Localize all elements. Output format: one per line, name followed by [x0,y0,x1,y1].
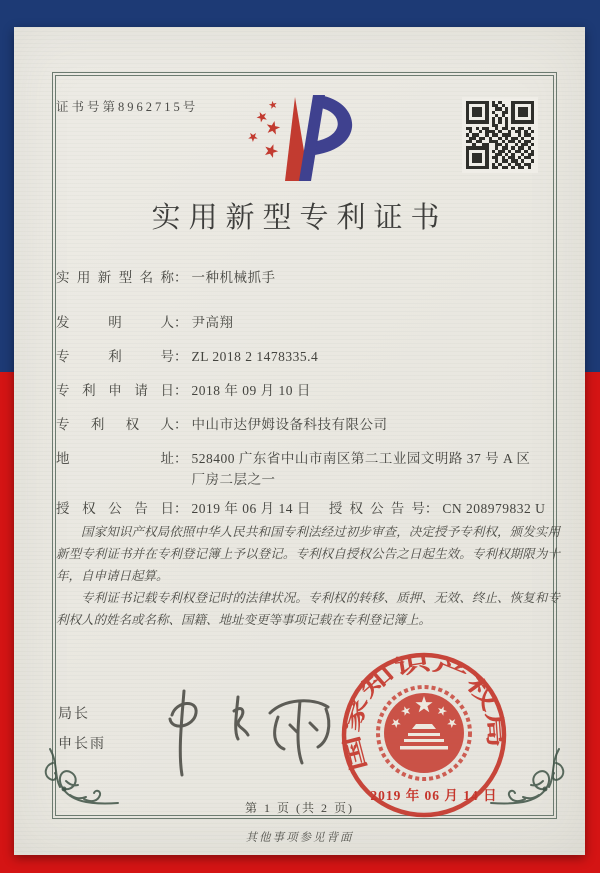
field-colon: ： [174,417,188,432]
field-colon: ： [174,451,188,466]
corner-flourish-icon [40,741,120,821]
seal-text: 国家知识产权局 [339,651,508,774]
field-colon: ： [174,383,188,398]
certificate-paper [14,27,585,855]
seal-date: 2019 年 06 月 14 日 [370,788,498,803]
field-colon: ： [174,501,188,516]
field-value: 中山市达伊姆设备科技有限公司 [191,417,388,432]
qr-code [462,97,538,173]
field-colon: ： [174,315,188,330]
certificate-number: 证书号第8962715号 [56,100,199,114]
field-row-address [56,448,558,490]
field-value: 2018 年 09 月 10 日 [191,383,311,398]
field-label: 专利权人 [56,417,174,432]
field-row-inventor [56,312,558,333]
field-label: 发明人 [56,315,174,330]
signature-handwriting [142,677,357,792]
field-label: 地址 [56,451,174,466]
issuer-title: 局长 [58,705,90,721]
field-value: 尹高翔 [191,315,234,330]
page-number: 第 1 页 (共 2 页) [245,801,354,815]
field-label-grant-no: 授权公告号 [328,501,425,516]
field-colon: ： [424,501,439,516]
field-row-patentee [56,414,558,435]
field-value: 528400 广东省中山市南区第二工业园文明路 37 号 A 区厂房二层之一 [191,451,531,487]
legal-paragraph-1: 国家知识产权局依照中华人民共和国专利法经过初步审查，决定授予专利权，颁发实用新型专利证书并在专利登记簿上予以登记。专利权自授权公告之日起生效。专利权期限为十年，自申请日起算。 [56,525,560,583]
field-row-filing-date [56,380,558,401]
field-value: 一种机械抓手 [191,270,276,285]
reverse-side-note: 其他事项参见背面 [245,832,354,844]
field-colon: ： [174,349,188,364]
fields-section [56,267,558,532]
field-value-grant-no: CN 208979832 U [442,501,546,516]
certificate-title: 实用新型专利证书 [151,202,448,234]
field-colon: ： [174,270,188,285]
corner-flourish-icon [489,741,569,821]
cnipa-logo-icon [229,89,369,189]
field-label: 实用新型名称 [56,270,174,285]
field-row-name [56,267,558,288]
field-row-patent-number [56,346,558,367]
legal-text [56,521,560,631]
field-value: 2019 年 06 月 14 日 [191,501,311,516]
field-label: 授权公告日 [56,501,174,516]
field-value: ZL 2018 2 1478335.4 [191,349,319,364]
legal-paragraph-2: 专利证书记载专利权登记时的法律状况。专利权的转移、质押、无效、终止、恢复和专利权人的姓名或名称、国籍、地址变更等事项记载在专利登记簿上。 [56,591,560,627]
field-row-grant [56,498,558,519]
issuer-name: 申长雨 [58,735,106,751]
field-label: 专利申请日 [56,383,174,398]
field-label: 专利号 [56,349,174,364]
